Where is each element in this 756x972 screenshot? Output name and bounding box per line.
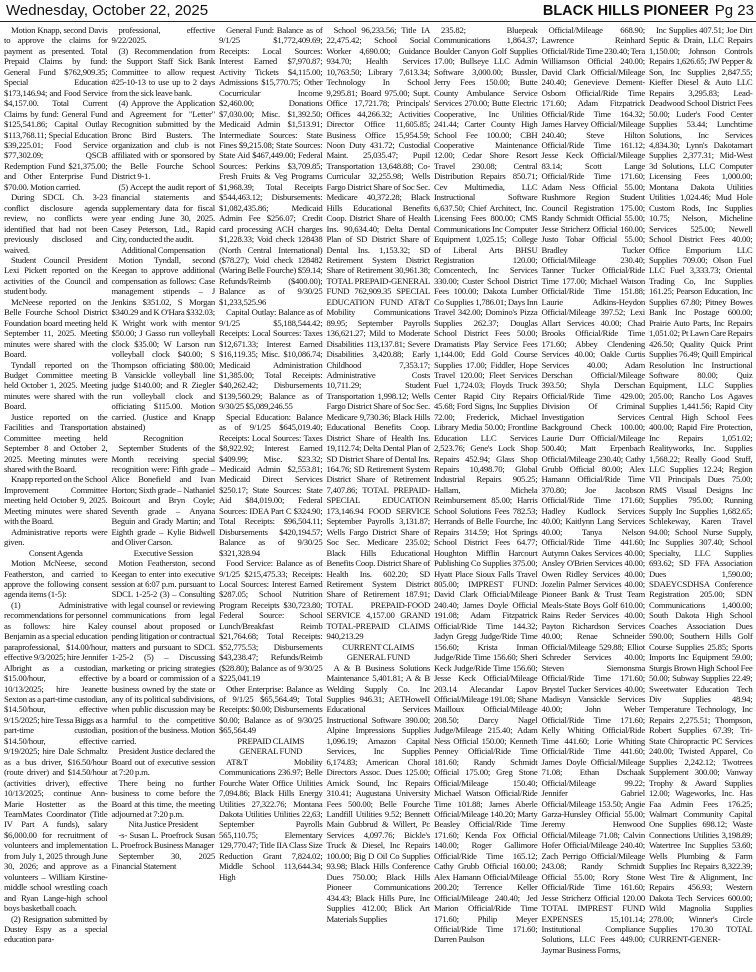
paragraph: September Students of the Month receiving special recognition were: Fifth grade – Alice Bonefield and Ivan Horton; Sixth grade – Nathaniel Boicourt and Bryn Coyle; Seventh grade – Anyana Beguin and Grady Martin; and Eighth grade – Kylie Bidwell and Oliver Carson. (111, 443, 215, 548)
page-number: Pg 23 (714, 2, 754, 19)
paragraph: Justice reported on the Facilities and Transportation Committee meeting held September 8 and October 2, 2025. Meeting minutes were shared with the Board. (4, 411, 108, 475)
paragraph: Other Enterprise: Balance as of 9/1/25 $65,564.49; Total Receipts: $0.00; Disbursements $0.00; Balance as of 9/30/25 $65,564.49 (219, 683, 323, 736)
paragraph: Food Service: Balance as of 9/1/25 $215,475.33; Receipts: Local Sources: Interest Earned $287.05; School Nutrition Program Receipts $30,723.80; Federal Source: School Lunch/Breakfast Reimb $21,764.68; Total Receipts: $52,775.53; Disbursements $43,238.47; Refunds/Reimb ($28.80); Balance as of 9/30/25 $225,041.19 (219, 558, 323, 684)
column-6 (540, 25, 648, 955)
paper-name: BLACK HILLS PIONEER (542, 3, 709, 19)
paragraph: There being no further business to come before the Board at this time, the meeting adjourned at 7:20 p.m. (111, 777, 215, 819)
page-header (0, 0, 756, 22)
paragraph: (5) Accept the audit report of financial statements and supplementary data for fiscal year ending June 30, 2025. Casey Peterson, Ltd., Rapid City, conducted the audit. (111, 181, 215, 245)
paragraph: Administrative reports were given. (4, 526, 108, 548)
paragraph: Nita Justice President (128, 819, 199, 830)
paragraph: September 30, 2025 Financial Statement (111, 850, 215, 872)
column-4 (325, 25, 433, 955)
paragraph: President Justice declared the Board out of executive session at 7:20 p.m. (111, 746, 215, 778)
paragraph: professional, effective 9/22/2025. (111, 25, 215, 46)
paragraph: (3) Recommendation from the Support Staff Sick Bank Committee to allow request #25-10-13 to use up to 2 days from the sick leave bank. (111, 45, 215, 98)
paragraph: Recognition (143, 432, 184, 443)
paragraph: Special Education: Balance as of 9/1/25 $645,019.40; Receipts: Local Sources: Taxes $8,922.92; Interest Earned $409.99; Misc. $23.32; Medicaid Admin $2,553.81; Medicaid Direct Services $250.17; State Sources: State Aid $84,019.00; Federal Sources: IDEA Part C $324.90; Total Receipts: $96,504.11; Disbursements $420,194.57; Balance as of 9/30/25 $321,328.94 (219, 411, 323, 558)
column-1 (2, 25, 110, 955)
column-2 (110, 25, 218, 955)
paragraph: Tyndall reported on the Budget Committee meeting held October 1, 2025. Meeting minutes were shared with the Board. (4, 359, 108, 412)
paragraph: Inc Supplies 407.51; Joe Dirt Septic & Drain, LLC Repairs 1,150.00; Johnson Controls Repairs 1,626.65; JW Pepper & Son, Inc Supplies 2,847.55; Kieffer Diesel & Auto LLC Repairs 3,295.83; Lead-Deadwood School District Fees 50.00; Luder's Food Center Supplies 53.44; Lunchtime Solutions, Inc Services 4,834.30; Lynn's Dakotamart Supplies 2,377.31; Mid-West 3d Solutions, LLC Computer Licensing Fees 1,000.00; Montana Dakota Utilities Utilities 1,024.46; Mud Hole Custom Rods, Inc Supplies 10.75; Nelson, Micheline Services 525.00; Newell School District Fees 40.00; Office Emporium LLC Supplies 709.00; Olson Fuel LLC Fuel 3,333.73; Oriental Trading Co, Inc Supplies 161.25; Pearson Education, Inc Supplies 67.80; Pitney Bowes Bank Inc Postage 600.00; Prairie Auto Parts, Inc Repairs 1,051.02; Pt Lawn Care Repairs 426.50; Quality Quick Print Supplies 76.49; Quill Empirical Resolution Inc Instructional Software 80.00; Quiz Equipment, LLC Supplies 205.00; Rancho Los Agaves Supplies 1,441.56; Rapid City Central High School Fees 400.00; Rapid Fire Protection, Inc Repairs 1,051.02; Realityworks, Inc. Supplies 1,568.22; Really Good Stuff, LLC Supplies 12.24; Region VII Principals Dues 75.00; RMS Visual Designs Inc Supplies 795.00; Running Supply Inc Supplies 1,682.65; Schlekeway, Karen Travel 94.00; School Nurse Supply, Inc Supplies 307.40; School Specialty, LLC Supplies 693.62; SD FFA Association Dues 1,590.00; SDAEYCSDHSA Conference Registration 205.00; SDN Communications 1,400.00; South Dakota High School Coaches Association Dues 590.00; Southern Hills Golf Course Supplies 25.85; Sports Imports Inc Equipment 59.00; Sturgis Brown High School Fee 50.00; Subway Supplies 22.49; Sweetwater Education Tech Div Supplies 48.94; Temperature Technology, Inc Repairs 2,275.51; Thompson, Robert Supplies 67.39; Tri-State Chiropractic PC Services 240.00; Twisted Apparel, Co Supplies 2,242.12; Twotrees Supplement 300.00; Vanway Trophy & Award Supplies 12.00; Wageworks, Inc. Has Faa Admin Fees 176.25; Walmart Community Capital One Supplies 698.12; Waste Connections Utilities 3,198.89; Watertree Inc Supplies 53.60; Wells Plumbing & Farm Supplies Inc Repairs 8,322.39; West Tire & Alignment, Inc Repairs 456.93; Western Dakota Tech Services 600.00; Wild Magnolia Supplies 278.00; Winner's Circle Supplies 170.30 TOTAL CURRENT-GENER- (649, 25, 753, 945)
paragraph: Student Council President Lexi Pickett reported on the activities of the Council and student body. (4, 254, 108, 297)
issue-date: Wednesday, October 22, 2025 (6, 2, 209, 19)
paragraph: Additional Compensation (121, 244, 206, 255)
paragraph: (4) Approve the Application and Agreement for "Letter" Recognition submitted by the Bronc Bird Busters. The organization and club is not affiliated with or sponsored by the Belle Fourche School District 9-1. (111, 98, 215, 182)
paragraph: Official/Mileage 668.90; Lawrence Reinhard Official/Ride Time 230.40; Tera Williamson Official 240.00; David Clark Official/Mileage 240.40; Genevieve Dement-Osborn Official/Ride Time 171.60; Adam Fitzpatrick Official/Ride Time 164.32; James Harvey Official/Mileage 240.40; Steve Hilton Official/Ride Time 161.12; Jesse Keck Official/Mileage 83.14; Scott Lange Official/Ride Time 171.60; Adam Ness Official 55.00; Rushmore Region Student Council Registration 175.00; Randy Schmidt Official 55.00; Jesse Stricherz Official 160.00; Justo Tobar Official 55.00; Bradley Tucker Official/Mileage 230.40; Tanner Tucker Official/Ride Time 177.00; Michael Watson Official/Ride Time 151.88; Laurie Adkins-Heydon Official/Mileage 397.52; Lexi Allart Services 40.00; Chad Brooks Official/Ride Time 171.60; Abbey Clendening Services 40.00; Oakle Curtis Services 40.00; Adam Derschan Official/Mileage 393.50; Shyla Derschan Official/Ride Time 429.00; Division Of Criminal Investigation Services Background Check 100.00; Laurie Durr Official/Mileage 500.40; Matt Erpenbach Official/Mileage 230.40; Cathy Grubb Official 80.00; Alex Hamann Official/Ride Time 370.80; Joe Jacobson Official/Ride Time 171.60; Hadley Kudlock Services 40.00; Kaitlynn Lang Services 40.00; Tanya Nelson Official/Ride Time 441.60; Autymn Oakes Services 40.00; Ansley O'Brien Services 40.00; Owen Ridley Services 40.00; Jozelin Palmer Services 40.00; Pioneer Bank & Trust Team Meals-State Boys Golf 610.00; Rains Reder Services 40.00; Payton Richardson Services 40.00; Renae Schneider Official/Mileage 529.88; Elliot Schreder Services 40.00; Steven Siemonsma Official/Ride Time 171.60; Brystel Tucker Services 40.00; Madisyn Vansickle Services 40.00; John Weber Official/Ride Time 171.60; Kelly Whiting Official/Ride Time 441.60; Lorie Whiting Official/Ride Time 441.60; James Doyle Official/Mileage 71.08; Ethan Dschaak Official/Mileage 99.22; Jennifer Gabriel Official/Mileage 153.50; Angie Garza-Hunsley Official 55.00; Jeremy Henwood Official/Mileage 71.08; Calvin Hofer Official/Mileage 240.40; Zach Perrigo Official/Mileage 243.08; Randy Schmidt Official 55.00; Rory Stone Official/Ride Time 161.60; Jesse Stricherz Official 120.00 TOTAL IMPREST FUND EXPENSES 15,101.14; Institutional Compliance Solutions, LLC Fees 449.00; Jaymar Business Forms, (541, 25, 645, 955)
paragraph: Motion Knapp, second Davis to approve the claims for payment as presented. Total Prepaid Claims by fund: General Fund $762,909.35; Special Education $173,146.94; and Food Service $4,157.00. Total Current Claims by fund: General Fund $125,541.86; Capital Outlay $113,768.11; Special Education $39,225.01; Food Service $77,302.09; QSCB Redemption Fund $21,375.00; and Other Enterprise Fund $70.00. Motion carried. (4, 25, 108, 192)
paragraph: School 96,233.56; Title IA 22,475.42; School Social Worker 4,690.00; Guidance 934.70; Health Services 10,763.50; Library 7,613.34; Technology In School 9,295.81; Board 975.00; Supt. Office 17,721.78; Principals' Offices 44,266.32; Activities Director Office 11,605.85; Business Office 15,954.59; Noon Duty 431.72; Custodial Maint. 25,035.47; Pupil Transportation 13,648.88; Co-Curricular 32,255.98; Wells Fargo District Share of Soc Sec. Medicare 40,372.28; Black Hills Educational Benefits Coop. District Share of Health Ins. 90,634.40; Delta Dental Plan of SD District Share of Dental Ins. 1,153.32; SD Retirement System District Share of Retirement 30,961.38; TOTAL PREPAID-GENERAL FUND 762,909.35 SPECIAL EDUCATION FUND AT&T Mobility Communications 89.95; September Payrolls 136,621.27; Mild to Moderate Disabilities 113,137.81; Severe Disabilities 3,420.88; Early Childhood 7,353.17; Administrative Costs 10,711.29; Student Transportation 1,998.12; Wells Fargo District Share of Soc Sec. Medicare 9,730.36; Black Hills Educational Benefits Coop. District Share of Health Ins. 19,112.74; Delta Dental Plan of SD District Share of Dental Ins. 164.76; SD Retirement System District Share of Retirement 7,407.86; TOTAL PREPAID-SPECIAL EDUCATION 173,146.94 FOOD SERVICE September Payrolls 3,131.87; Wells Fargo District Share of Soc Sec. Medicare 235.02; Black Hills Educational Benefits Coop. District Share of Health Ins. 602.20; SD Retirement System District Share of Retirement 187.91; TOTAL PREPAID-FOOD SERVICE 4,157.00 GRAND TOTAL-PREPAID CLAIMS 940,213.29 (326, 25, 430, 642)
paragraph: CURRENT CLAIMS GENERAL FUND (342, 641, 415, 663)
masthead (543, 2, 754, 19)
paragraph: Capital Outlay: Balance as of 9/1/25 $5,188,544.42; Receipts: Local Sources: Taxes $12,671.33; Interest Earned $16,119.35; Misc. $10,086.74; Medicaid Administration $1,385.00; Total Receipts: $40,262.42; Disbursements $139,560.29; Balance as of 9/30/25 $5,089,246.55 (219, 307, 323, 412)
paragraph: General Fund: Balance as of 9/1/25 $1,772,409.69; Receipts: Local Sources: Interest Earned $7,970.87; Activity Tickets $4,115.00; Admissions $15,770.75; Other Cocurricular Income $2,460.00; Donations $7,030.00; Misc. $1,392.50; Medicaid Admin $1,513.91; Intermediate Sources: State Fines $9,215.08; State Sources: State Aid $467,449.00; Federal Sources: Perkins $3,709.85; Fresh Fruits & Veg Programs $1,968.39; Total Receipts $544,463.12; Disbursements: $1,082,435.86; Medicaid Admin Fee $256.07; Credit card processing ACH charges $1,228.33; Void check 128438 (North Central International) ($78.27); Void check 128482 (Waring Belle Fourche) $59.14; Refunds/Reimb ($400.00); Balance as of 9/30/25 $1,233,525.96 (219, 25, 323, 307)
column-7 (647, 25, 755, 955)
paragraph: Knapp reported on the School Improvement Committee meeting held October 9, 2025. Meeting minutes were shared with the Board. (4, 474, 108, 527)
paragraph: Motion Featherston, second Keegan to enter into executive session at 6:07 p.m. pursuant to SDCL 1-25-2 (3) – Consulting with legal counsel or reviewing communications from legal counsel about proposed or pending litigation or contractual matters and pursuant to SDCL 1-25-2 (5) – Discussing marketing or pricing strategies by a board or commission of a business owned by the state or any of its political subdivisions, when public discussion may be harmful to the competitive position of the business. Motion carried. (111, 558, 215, 746)
paragraph: During SDCL Ch. 3-23 conflict disclosure agenda review, no conflicts were identified that had not been previously disclosed and waived. (4, 192, 108, 255)
paragraph: Consent Agenda (28, 547, 83, 558)
paragraph: McNeese reported on the Belle Fourche School District Foundation board meeting held September 11, 2025. Meeting minutes were shared with the Board. (4, 296, 108, 360)
paragraph: A & B Business Solutions Maintenance 5,401.81; A & B Welding Supply Co. Inc Supplies 946.31; AETHoweII Educational Services Instructional Software 390.00; Alpine Impressions Supplies 1,096.19; Amazon Capital Services, Inc Supplies 6,174.83; American Choral Directors Assoc. Dues 125.00; Amick Sound, Inc Repairs 310.41; Augustana University Fees 500.00; Belle Fourche Landfill Utilities 9.52; Bennett Main Gubbrud & Willert, Pc Services 4,097.76; Bickle's Truck & Diesel, Inc Repairs 100.00; Big D Oil Co Supplies 93.98; Black Hills Conference Dues 750.00; Black Hills Pioneer Communications 434.43; Black Hills Pure, Inc Supplies 412.00; Blick Art Materials Supplies (326, 662, 430, 924)
paragraph: -s- Susan L. Proefrock Susan L. Proefrock Business Manager (111, 829, 215, 851)
paragraph: Motion McNeese, second Featherston, and carried to approve the following consent agenda items (1-5): (4, 558, 108, 600)
paragraph: (2) Resignation submitted by Dustey Espy as a special education para- (4, 913, 108, 945)
column-5 (432, 25, 540, 955)
paragraph: (1) Administrative recommendations for personnel as follows: hire Kaley Benjamin as a special education paraprofessional, $14.00/hour, effective 9/3/2025; hire Jennifer Albright as a custodian, $15.00/hour, effective 10/13/2025; hire Jeanette Sexton as a part-time custodian, $14.50/hour, effective 9/15/2025; hire Tessa Biggs as a part-time custodian, $14.50/hour, effective 9/19/2025; hire Dale Schmaltz as a bus driver, $16.50/hour (route driver) and $14.50/hour (activities driver), effective 10/13/2025; continue Ann-Marie Hostetter as the TeamMates Coordinator (Title IV Part A funds), salary $6,000.00 for recruitment of volunteers and implementation from July 1, 2025 through June 30, 2026; and approve as a volunteers – William Kirstine-middle school wrestling coach and Ryan Lange-high school boys basketball coach. (4, 599, 108, 914)
paragraph: AT&T Mobility Communications 236.97; Belle Fourche Water Office Utilities 7,094.86; Black Hills Energy Utilities 27,322.76; Montana Dakota Utilities Utilities 22,63; September Payrolls 565,110.75; Elementary 129,770.47; Title IIA Class Size Reduction Grant 7,824.02; Middle School 113,644.34; High (219, 756, 323, 882)
column-3 (217, 25, 325, 955)
paragraph: Motion Tyndall, second Keegan to approve additional compensation as follows: Case management stipends – J Jenkins $351.02, S Morgan $340.29 and K O'Hara $332.03; K Wright work with mentor $50.00; J Gasso run volleyball clock $35.00; W Larson run volleyball clock $40.00; S Thompson officiating $80.00; B Vansickle volleyball line judge $140.00; and R Ziegler run volleyball clock and officiating $115.00. Motion carried. (Justice and Knapp abstained) (111, 254, 215, 433)
paragraph: 235.82; Bluepeak Communications 1,864.37; Boulder Canyon Golf Supplies 17.00; Bullseye LLC Admin Software 3,000.00; Bussler, Jerry Fees 150.00; Butte County Ambulance Service Services 270.00; Butte Electric Cooperative, Inc Utilities 241.44; Carter County High School Fee 100.00; CBH Cooperative Maintenance 12.00; Cedar Shore Resort Travel 230.08; Central Distribution Repairs 850.71; Cev Multimedia, LLC Instructional Software 6,637.50; Chief Architect, Inc. Licensing Fees 800.00; CMS Communications Inc Computer Equipment 1,025.15; College of Liberal Arts BHSU Registration 120.00; Comcentech, Inc Services 330.00; Custer School District Fees 100.00; Dakota Lumber Co Supplies 1,786.01; Days Inn Travel 342.00; Domino's Pizza Supplies 262.37; Douglas School District Fees 50.00; Dramatists Play Service Fees 1,144.00; Edd Gold Course Supplies 17.00; Fiddler, Hope Travel 120.00; Fleet Services Fuel 1,724.03; Floyds Truck Center Rapid City Repairs 45.68; Ford Signs, Inc Supplies 72.00; Frederick, Michael Library Media 50.00; Frontline Education LLC Services 2,523.76; Gene's Lock Shop Repairs 452.94; Glass Shop Repairs 10,498.70; Global Industrial Repairs 905.25; Hallam, Michela Reimbursement 85.00; Harris School Solutions Fees 782.53; Herrands of Belle Fourche, Inc Repairs 314.59; Hot Springs School District Fees 64.77; Houghton Mifflin Harcourt Publishing Co Supplies 375.00; Hyatt Place Sioux Falls Travel 805.00; IMPREST FUND: David Clark Official/Mileage 240.40; James Doyle Official 191.08; Adam Fitzpatrick Official/Ride Time 144.32; Jadyn Gregg Judge/Ride Time 156.60; Krista Inman Judge/Ride Time 156.60; Sheri Keck Judge/Ride Time 156.60; Jesse Keck Official/Mileage 203.14 Alecandar Lapov Official/Mileage 191.08; Shane Mailloux Official/Mileage 208.50; Darcy Nagel Judge/Mileage 215.40; Adam Ness Official 150.00; Kenneth Penney Official/Ride Time 181.60; Randy Schmidt Official 175.00; Greg Stone Official/Mileage 150.40; Michael Watson Official/Ride Time 101.88; James Aberle Official/Mileage 140.20; Marty Beasley Official/Ride Time 171.60; Kenda Fox Official 140.00; Roger Gallimore Official/Ride Time 165.12; Cathy Grubb Official 160.00; Alex Hamann Official/Mileage 200.20; Terrence Keller Official/Mileage 240.40; Jed Marion Official/Ride Time 171.60; Philip Meyer Official/Ride Time 171.60; Darren Paulson (434, 25, 538, 945)
paragraph: PREPAID CLAIMS GENERAL FUND (237, 735, 305, 757)
article-columns (0, 22, 756, 955)
paragraph: Executive Session (133, 547, 193, 558)
